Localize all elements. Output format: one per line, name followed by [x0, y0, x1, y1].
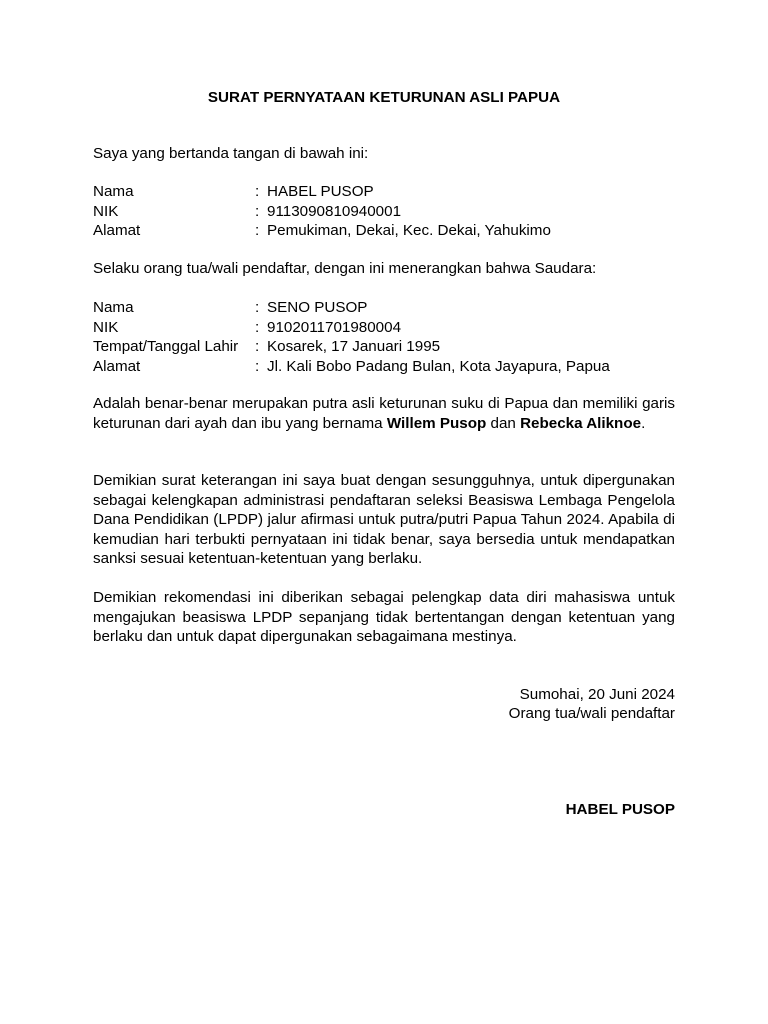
applicant-nik-row — [93, 318, 675, 338]
recommendation-paragraph: Demikian rekomendasi ini diberikan sebagai pelengkap data diri mahasiswa untuk mengajukan beasiswa LPDP sepanjang tidak bertentangan dengan ketentuan yang berlaku dan untuk dapat dipergunakan sebagaimana mestinya. — [93, 589, 675, 645]
father-name: Willem Pusop — [386, 414, 487, 432]
field-value: Kosarek, 17 Januari 1995 — [267, 338, 441, 355]
field-colon: : — [255, 318, 260, 336]
mother-name: Rebecka Aliknoe — [520, 414, 642, 432]
field-label: Alamat — [93, 222, 141, 239]
signature-name: HABEL PUSOP — [565, 801, 675, 818]
field-colon: : — [255, 357, 260, 375]
field-label: NIK — [93, 318, 119, 336]
applicant-name-row — [93, 298, 675, 318]
lineage-paragraph — [93, 394, 675, 433]
lineage-connector: dan — [486, 414, 521, 432]
field-label: Tempat/Tanggal Lahir — [93, 338, 239, 355]
field-label: Nama — [93, 299, 134, 316]
field-value: HABEL PUSOP — [267, 183, 374, 200]
field-label: Alamat — [93, 357, 141, 375]
lineage-period: . — [641, 414, 646, 432]
declarant-nik-row — [93, 202, 675, 222]
applicant-birth-row — [93, 337, 675, 357]
field-label: NIK — [93, 202, 119, 220]
document-title: SURAT PERNYATAAN KETURUNAN ASLI PAPUA — [207, 89, 561, 106]
applicant-address-row — [93, 357, 675, 377]
signature-place-date: Sumohai, 20 Juni 2024 — [519, 686, 675, 703]
selaku-text: Selaku orang tua/wali pendaftar, dengan ini menerangkan bahwa Saudara: — [93, 260, 597, 277]
field-label: Nama — [93, 183, 134, 200]
field-value: 9102011701980004 — [267, 318, 402, 336]
field-value: Pemukiman, Dekai, Kec. Dekai, Yahukimo — [267, 222, 551, 239]
statement-paragraph: Demikian surat keterangan ini saya buat dengan sesungguhnya, untuk dipergunakan sebagai kelengkapan administrasi pendaftaran seleksi Beasiswa Lembaga Pengelola Dana Pendidikan (LPDP) jalur afirmasi untuk putra/putri Papua Tahun 2024. Apabila di kemudian hari terbukti pernyataan ini tidak benar, saya bersedia untuk mendapatkan sanksi sesuai ketentuan-ketentuan yang berlaku. — [93, 472, 675, 567]
field-colon: : — [255, 299, 260, 316]
declarant-name-row — [93, 182, 675, 202]
signature-role: Orang tua/wali pendaftar — [508, 705, 675, 722]
field-value: SENO PUSOP — [267, 299, 368, 316]
field-colon: : — [255, 222, 260, 239]
field-value: 9113090810940001 — [267, 202, 402, 220]
lineage-text: Adalah benar-benar merupakan putra asli keturunan suku di Papua dan memiliki garis keturunan dari ayah dan ibu yang bernama — [93, 395, 675, 432]
applicant-fields — [93, 298, 675, 376]
field-colon: : — [255, 183, 260, 200]
field-colon: : — [255, 202, 260, 220]
intro-text: Saya yang bertanda tangan di bawah ini: — [93, 145, 369, 162]
declarant-address-row — [93, 221, 675, 241]
declarant-fields — [93, 182, 675, 241]
field-colon: : — [255, 338, 260, 355]
field-value: Jl. Kali Bobo Padang Bulan, Kota Jayapura, Papua — [267, 357, 610, 375]
